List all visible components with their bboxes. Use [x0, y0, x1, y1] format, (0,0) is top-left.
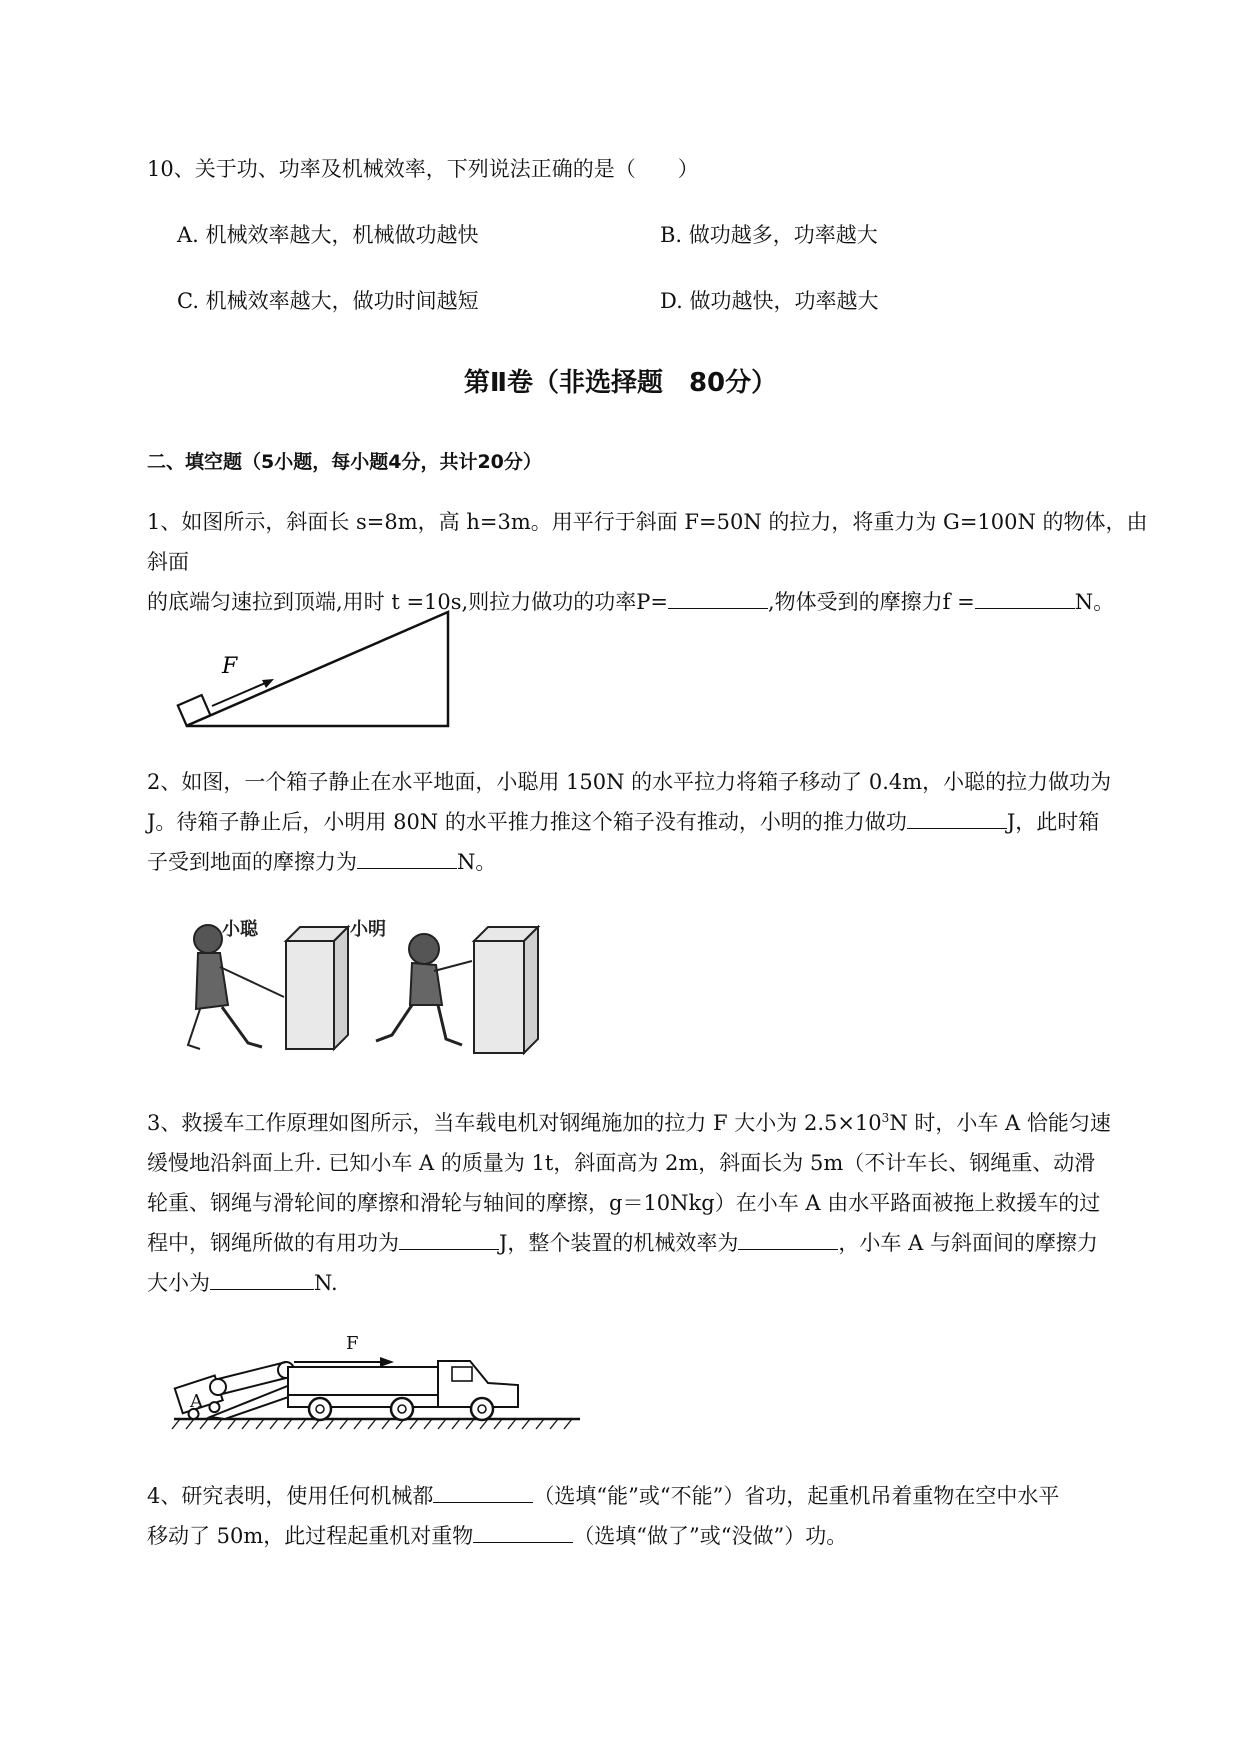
label-xiaocong: 小聪: [222, 919, 258, 940]
q3-line2: 缓慢地沿斜面上升. 已知小车 A 的质量为 1t，斜面高为 2m，斜面长为 5m（不计车长、钢绳重、动滑: [147, 1151, 1096, 1175]
q3-line5-b: N.: [314, 1271, 338, 1295]
q3-line1-b: N 时，小车 A 恰能匀速: [889, 1111, 1111, 1135]
q3-line3: 轮重、钢绳与滑轮间的摩擦和滑轮与轴间的摩擦，g＝10Nkg）在小车 A 由水平路面被拖上救援车的过: [147, 1191, 1101, 1215]
label-xiaoming: 小明: [350, 919, 386, 940]
force-arrow-head: [380, 1357, 394, 1367]
q10-option-a: A. 机械效率越大，机械做功越快: [177, 223, 479, 247]
q3-exponent: 3: [881, 1111, 890, 1125]
q10-option-b: B. 做功越多，功率越大: [660, 223, 878, 247]
q3-truck-figure: [170, 1325, 590, 1435]
q2-text: [147, 762, 1152, 882]
force-arrow-head: [262, 679, 274, 688]
q4-line1-b: （选填“能”或“不能”）省功，起重机吊着重物在空中水平: [533, 1484, 1060, 1508]
q4-blank-did-work[interactable]: [473, 1520, 573, 1543]
q2-blank-push-work[interactable]: [907, 806, 1007, 829]
q1-line2-b: ,物体受到的摩擦力f =: [767, 590, 975, 614]
q2-line1: 2、如图，一个箱子静止在水平地面，小聪用 150N 的水平拉力将箱子移动了 0.4m，小聪的拉力做功为: [147, 770, 1112, 794]
q3-blank-friction[interactable]: [210, 1267, 314, 1290]
q2-line2-a: J。待箱子静止后，小明用 80N 的水平推力推这个箱子没有推动，小明的推力做功: [147, 810, 907, 834]
q3-line4-a: 程中，钢绳所做的有用功为: [147, 1231, 399, 1255]
q2-blank-friction[interactable]: [357, 846, 457, 869]
q2-line3: [147, 842, 1152, 882]
q3-line5-a: 大小为: [147, 1271, 210, 1295]
force-label-f: F: [346, 1333, 359, 1354]
q1-incline-figure: [170, 600, 460, 735]
q3-line4: [147, 1223, 1152, 1263]
q2-line3-a: 子受到地面的摩擦力为: [147, 850, 357, 874]
q1-line1: 1、如图所示，斜面长 s=8m，高 h=3m。用平行于斜面 F=50N 的拉力，将重力为 G=100N 的物体，由斜面: [147, 510, 1148, 574]
q1-line2-c: N。: [1074, 590, 1115, 614]
q10-option-d: D. 做功越快，功率越大: [660, 289, 879, 313]
q2-line2-b: J，此时箱: [1006, 810, 1100, 834]
car-a-label: A: [190, 1391, 203, 1412]
q2-boxes-figure: [180, 905, 600, 1065]
left-kid-figure: [188, 925, 284, 1049]
q3-line4-c: ，小车 A 与斜面间的摩擦力: [838, 1231, 1098, 1255]
q1-blank-power[interactable]: [668, 586, 768, 609]
q3-text: [147, 1098, 1152, 1303]
truck-bed: [288, 1367, 438, 1395]
q4-blank-can-save-work[interactable]: [433, 1480, 533, 1503]
q10-stem: 10、关于功、功率及机械效率，下列说法正确的是（ ）: [147, 157, 699, 181]
section-title: 第Ⅱ卷（非选择题 80分）: [463, 368, 778, 398]
q4-text: [147, 1476, 1152, 1556]
q2-line3-b: N。: [457, 850, 497, 874]
rope-upper: [218, 1362, 286, 1379]
right-kid-figure: [376, 934, 472, 1045]
q4-line1: [147, 1476, 1152, 1516]
q1-blank-friction[interactable]: [975, 586, 1075, 609]
q3-line5: [147, 1263, 1152, 1303]
q4-line2-b: （选填“做了”或“没做”）功。: [573, 1524, 848, 1548]
q4-line2-a: 移动了 50m，此过程起重机对重物: [147, 1524, 474, 1548]
q2-line2: [147, 802, 1152, 842]
q1-line2-a: 的底端匀速拉到顶端,用时 t =10s,则拉力做功的功率P=: [147, 590, 668, 614]
q10-option-c: C. 机械效率越大，做功时间越短: [177, 289, 479, 313]
left-box: [286, 927, 348, 1049]
ground-hatch: [172, 1419, 572, 1429]
q3-line1-a: 3、救援车工作原理如图所示，当车载电机对钢绳施加的拉力 F 大小为 2.5×10: [147, 1111, 882, 1135]
force-label: F: [222, 654, 238, 679]
q1-block: [178, 695, 211, 726]
right-box: [474, 927, 538, 1053]
q3-line1: [147, 1098, 1152, 1143]
cab-window: [452, 1367, 472, 1381]
q3-blank-efficiency[interactable]: [738, 1227, 838, 1250]
part-title: 二、填空题（5小题，每小题4分，共计20分）: [147, 451, 542, 473]
q4-line1-a: 4、研究表明，使用任何机械都: [147, 1484, 434, 1508]
q4-line2: [147, 1516, 1152, 1556]
q3-line4-b: J，整个装置的机械效率为: [499, 1231, 739, 1255]
q3-blank-useful-work[interactable]: [399, 1227, 499, 1250]
